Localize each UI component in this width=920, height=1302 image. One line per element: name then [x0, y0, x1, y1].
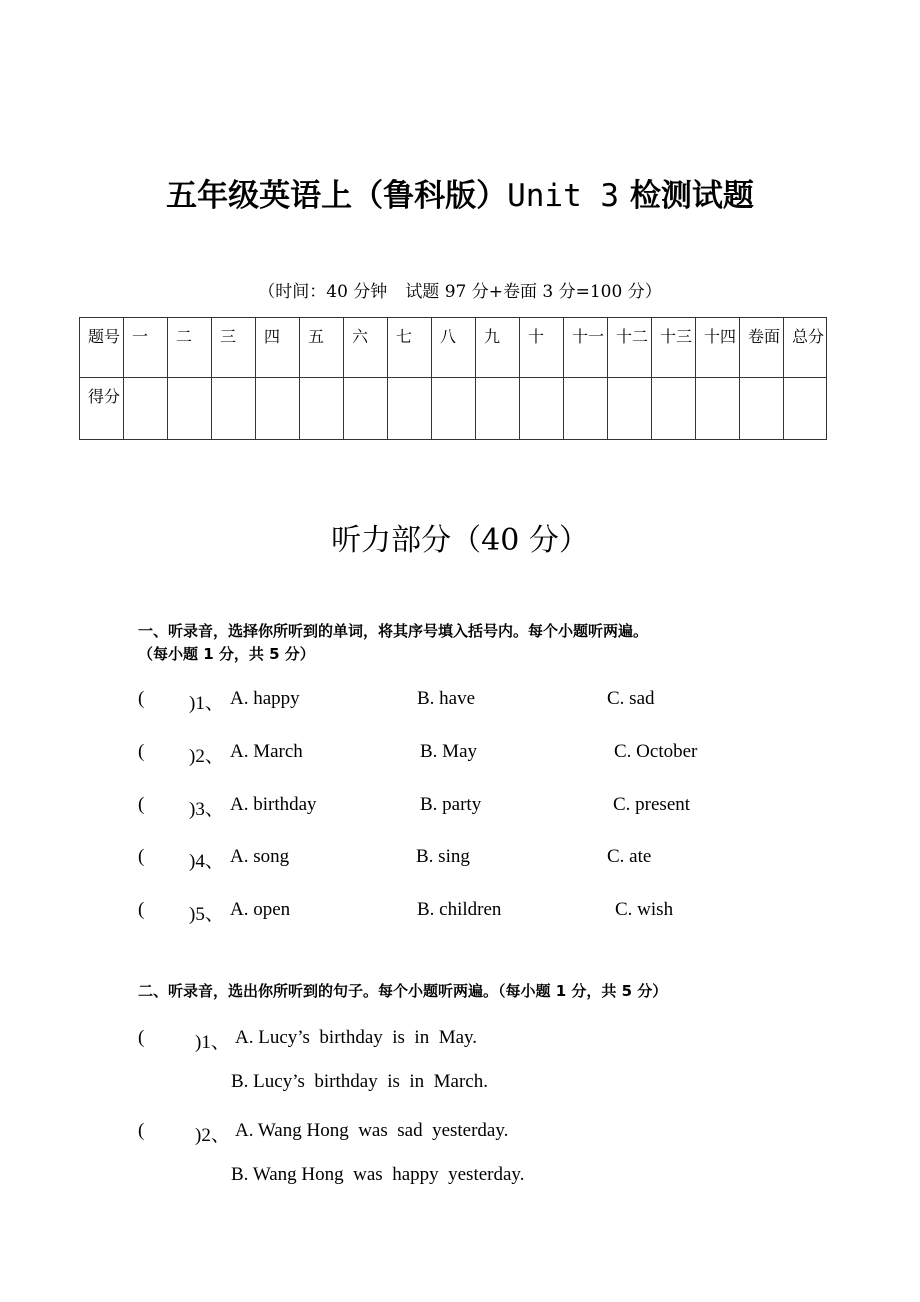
exam-meta [0, 277, 920, 302]
page-title [0, 170, 920, 215]
answer-paren[interactable]: ( [138, 1120, 145, 1141]
option-b: B. sing [416, 846, 470, 867]
table-cell: 八 [432, 318, 476, 378]
option-c: C. ate [607, 846, 652, 867]
question-number: )4、 [189, 851, 224, 872]
question-number: )1、 [189, 693, 224, 714]
table-cell: 十 [520, 318, 564, 378]
option-b: B. party [420, 794, 482, 815]
score-entry-cell[interactable] [300, 378, 344, 440]
score-entry-cell[interactable] [256, 378, 300, 440]
table-cell: 六 [344, 318, 388, 378]
answer-paren[interactable]: ( [138, 794, 145, 815]
option-c: C. October [614, 741, 698, 762]
score-table [79, 317, 827, 440]
option-a: A. Lucy’s birthday is in May. [235, 1027, 478, 1048]
table-cell: 总分 [784, 318, 827, 378]
option-b: B. Wang Hong was happy yesterday. [231, 1164, 525, 1185]
title-part-2: 检测试题 [629, 178, 754, 214]
score-entry-cell[interactable] [344, 378, 388, 440]
part1-instruction: 一、听录音，选择你所听到的单词，将其序号填入括号内。每个小题听两遍。 [138, 622, 649, 640]
option-c: C. wish [615, 899, 674, 920]
option-b: B. Lucy’s birthday is in March. [231, 1071, 488, 1092]
question-number: )5、 [189, 904, 224, 925]
table-cell: 十一 [564, 318, 608, 378]
table-cell: 七 [388, 318, 432, 378]
option-a: A. happy [230, 688, 300, 709]
answer-paren[interactable]: ( [138, 899, 145, 920]
table-cell: 九 [476, 318, 520, 378]
option-c: C. sad [607, 688, 655, 709]
part2-instruction: 二、听录音，选出你所听到的句子。每个小题听两遍。（每小题 1 分，共 5 分） [138, 982, 668, 1000]
table-score-row [80, 378, 827, 440]
option-a: A. March [230, 741, 303, 762]
part1-instruction-points: （每小题 1 分，共 5 分） [138, 645, 315, 663]
table-cell: 四 [256, 318, 300, 378]
option-a: A. open [230, 899, 291, 920]
option-a: A. Wang Hong was sad yesterday. [235, 1120, 509, 1141]
score-entry-cell[interactable] [696, 378, 740, 440]
score-entry-cell[interactable] [520, 378, 564, 440]
answer-paren[interactable]: ( [138, 741, 145, 762]
question-number: )2、 [195, 1125, 230, 1146]
section-title: 听力部分（40 分） [331, 523, 589, 558]
score-entry-cell[interactable] [608, 378, 652, 440]
score-entry-cell[interactable] [432, 378, 476, 440]
score-entry-cell[interactable] [652, 378, 696, 440]
answer-paren[interactable]: ( [138, 1027, 145, 1048]
option-a: A. birthday [230, 794, 317, 815]
score-entry-cell[interactable] [168, 378, 212, 440]
time-info: （时间：40 分钟 [258, 282, 388, 302]
score-entry-cell[interactable] [740, 378, 784, 440]
score-entry-cell[interactable] [388, 378, 432, 440]
answer-paren[interactable]: ( [138, 688, 145, 709]
table-header-row [80, 318, 827, 378]
score-entry-cell[interactable] [124, 378, 168, 440]
option-b: B. have [417, 688, 476, 709]
title-unit: Unit 3 [507, 178, 620, 214]
table-cell: 题号 [80, 318, 124, 378]
option-a: A. song [230, 846, 290, 867]
option-c: C. present [613, 794, 691, 815]
score-entry-cell[interactable] [212, 378, 256, 440]
score-entry-cell[interactable] [784, 378, 827, 440]
option-b: B. children [417, 899, 502, 920]
question-number: )3、 [189, 799, 224, 820]
table-cell: 十三 [652, 318, 696, 378]
table-cell: 卷面 [740, 318, 784, 378]
score-entry-cell[interactable] [476, 378, 520, 440]
question-number: )1、 [195, 1032, 230, 1053]
question-number: )2、 [189, 746, 224, 767]
table-cell: 得分 [80, 378, 124, 440]
score-entry-cell[interactable] [564, 378, 608, 440]
table-cell: 二 [168, 318, 212, 378]
table-cell: 三 [212, 318, 256, 378]
score-info: 试题 97 分+卷面 3 分=100 分） [405, 282, 662, 302]
table-cell: 十四 [696, 318, 740, 378]
title-part-1: 五年级英语上（鲁科版） [166, 178, 508, 214]
table-cell: 五 [300, 318, 344, 378]
option-b: B. May [420, 741, 477, 762]
answer-paren[interactable]: ( [138, 846, 145, 867]
table-cell: 一 [124, 318, 168, 378]
table-cell: 十二 [608, 318, 652, 378]
